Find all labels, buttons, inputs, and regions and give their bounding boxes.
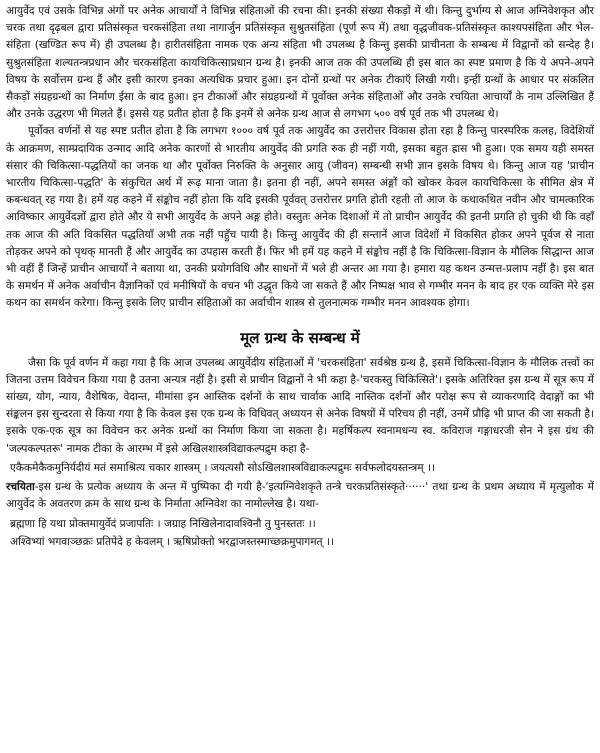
document-page xyxy=(6,3,594,551)
verse-main: एकैकमेकैकमुनिर्यदीयं मतं समाश्रित्य चकार शास्त्रम् । जयत्यसौ सोऽखिलशास्त्रविद्याकल्पद्रुमः सर्वफलोदयस्तन्त्रम् ।। xyxy=(10,461,436,474)
rachayita-text: -इस ग्रन्थ के प्रत्येक अध्याय के अन्त में पुष्पिका दी गयी है-'इत्यग्निवेशकृते तन्त्रे चरकप्रतिसंस्कृते······' तथा ग्रन्थ के प्रथम अध्याय में मृत्युलोक में आयुर्वेद के अवतरण क्रम के साथ ग्रन्थ के निर्माता अग्निवेश का नामोल्लेख है। यथा- xyxy=(6,481,594,511)
section-paragraph: जैसा कि पूर्व वर्णन में कहा गया है कि आज उपलब्ध आयुर्वेदीय संहिताओं में 'चरकसंहिता' सर्वश्रेष्ठ ग्रन्थ है, इसमें चिकित्सा-विज्ञान के मौलिक तत्त्वों का जितना उत्तम विवेचन किया गया है उतना अन्यत्र नहीं है। इसी से प्राचीन विद्वानों ने भी कहा है-'चरकस्तु चिकित्सिते'। इसके अतिरिक्त इस ग्रन्थ में सूत्र रूप में सांख्य, योग, न्याय, वैशेषिक, वेदान्त, मीमांसा इन आस्तिक दर्शनों के साथ चार्वाक आदि नास्तिक दर्शनों और परोक्ष रूप से व्याकरणादि वेदाङ्गों का भी संङ्कलन इस सुन्दरता से किया गया है कि केवल इस एक ग्रन्थ के विधिवत् अध्ययन से अनेक विषयों में परिचय ही नहीं, उनमें प्रौढ़ि भी प्राप्त की जा सकती है। इसके एक-एक सूत्र का विवेचन कर अनेक ग्रन्थों का निर्माण किया जा सकता है। महर्षिकल्प स्वनामधन्य स्व. कविराज गङ्गाधरजी सेन ने इस ग्रंथ की 'जल्पकल्पतरू' नामक टीका के आरम्भ में इसे अखिलशास्त्रविद्याकल्पद्रुम कहा है- xyxy=(6,356,594,455)
closing-verses xyxy=(6,515,594,551)
intro-paragraph: आयुर्वेद एवं उसके विभिन्न अंगों पर अनेक आचार्यों ने विभिन्न संहिताओं की रचना की। इनकी संख्या सैकड़ों में थी। किन्तु दुर्भाग्य से आज अग्निवेशकृत और चरक तथा दृढ़बल द्वारा प्रतिसंस्कृत चरकसंहिता तथा नागार्जुन प्रतिसंस्कृत सुश्रुतसंहिता (पूर्ण रूप में) तथा वृद्धजीवक-प्रतिसंस्कृत काश्यपसंहिता और भेल-संहिता (खण्डित रूप में) ही उपलब्ध है। हारीतसंहिता नामक एक अन्य संहिता भी उपलब्ध है किन्तु इसकी प्राचीनता के सम्बन्ध में विद्वानों को सन्देह है। सुश्रुतसंहिता शल्यतन्त्रप्रधान और चरकसंहिता कायचिकित्साप्रधान ग्रन्थ है। इनकी आज तक की उपलब्धि ही इस बात का स्पष्ट प्रमाण है कि ये अपने-अपने विषय के सर्वोत्तम ग्रन्थ हैं और इसी कारण इनका अत्यधिक प्रचार हुआ। इन दोनों ग्रन्थों पर अनेक टीकाएँ लिखी गयी। इन्हीं ग्रन्थों के आधार पर संकलित सैकड़ों संग्रहग्रन्थों का निर्माण ईसा के बाद हुआ। इन टीकाओं और संग्रहग्रन्थों में पूर्वोक्त अनेक संहिताओं और उनके रचयिता आचार्यों के नाम उल्लिखित हैं और उनके उद्धरण भी मिलते हैं। इससे यह प्रतीत होता है कि इनमें से अनेक ग्रन्थ आज से लगभग ५०० वर्ष पूर्व तक भी उपलब्ध थे। xyxy=(6,5,594,121)
verse-line: ब्रह्मणा हि यथा प्रोक्तमायुर्वेदं प्रजापतिः । जग्राह निखिलेनादावश्विनौ तु पुनस्ततः ।। xyxy=(10,518,316,531)
rachayita-paragraph xyxy=(6,479,594,513)
history-paragraph: पूर्वोक्त वर्णनों से यह स्पष्ट प्रतीत होता है कि लगभग १००० वर्ष पूर्व तक आयुर्वेद का उत्तरोत्तर विकास होता रहा है किन्तु पारस्परिक कलह, विदेशियों के आक्रमण, साम्प्रदायिक उन्माद आदि अनेक कारणों से भारतीय आयुर्वेद की प्रगति रुक ही नहीं गयी, इसका बहुत ह्रास भी हुआ। एक समय यही समस्त संसार की चिकित्सा-पद्धतियों का जनक था और पूर्वोक्त निरुक्ति के अनुसार आयु (जीवन) सम्बन्धी सभी ज्ञान इसके विषय थे। किन्तु आज यह 'प्राचीन भारतीय चिकित्सा-पद्धति' के संकुचित अर्थ में रूढ़ माना जाता है। इतना ही नहीं, अपने समस्त अंङ्गों को खोकर केवल कायचिकित्सा के सीमित क्षेत्र में कबन्धवत् रह गया है। हमें यह कहने में संङ्कोच नहीं होता कि यदि इसकी पूर्ववत् उत्तरोत्तर प्रगति होती रहती तो आज के कथाकथित नवीन और चामत्कारिक आविष्कार आयुर्वेदज्ञों द्वारा होते और ये सभी आयुर्वेद के अपने अङ्ग होते। वस्तुतः अनेक दिशाओं में तो प्राचीन आयुर्वेद की इतनी प्रगति हो चुकी थी कि वहाँ तक आज की अति विकसित पद्धतियाँ अभी तक नहीं पहुँच पायी है। किन्तु आयुर्वेद की ही सन्तानें आज विदेशों में विकसित होकर अपने पूर्वज से नाता तोड़कर अपने को पृथक् मानती हैं और आयुर्वेद का उपहास करती हैं। फिर भी हमें यह कहने में संङ्कोच नहीं है कि चिकित्सा-विज्ञान के मौलिक सिद्धान्त आज भी वहीं हैं जिन्हें प्राचीन आचार्यों ने बताया था, उनकी प्रयोगविधि और साधनों में भले ही अन्तर आ गया है। हमारा यह कथन उन्मत्त-प्रलाप नहीं है। इस बात के समर्थन में अनेक अर्वाचीन वैज्ञानिकों एवं मनीषियों के वचन भी उद्धृत किये जा सकते हैं और निष्पक्ष भाव से गम्भीर मनन के बाद हर एक व्यक्ति मेरे इस कथन का समर्थन करेगा। किन्तु इसके लिए प्राचीन संहिताओं का अर्वाचीन शास्त्र से तुलनात्मक गम्भीर मनन आवश्यक होगा। xyxy=(6,125,594,310)
verse-line: अश्विभ्यां भगवाञ्छक्रः प्रतिपेदे ह केवलम् । ऋषिप्रोक्तो भरद्वाजस्तस्माच्छक्रमुपागमत् ।। xyxy=(10,536,334,549)
rachayita-label: रचयिता xyxy=(6,481,35,494)
section-heading: मूल ग्रन्थ के सम्बन्ध में xyxy=(240,328,360,347)
